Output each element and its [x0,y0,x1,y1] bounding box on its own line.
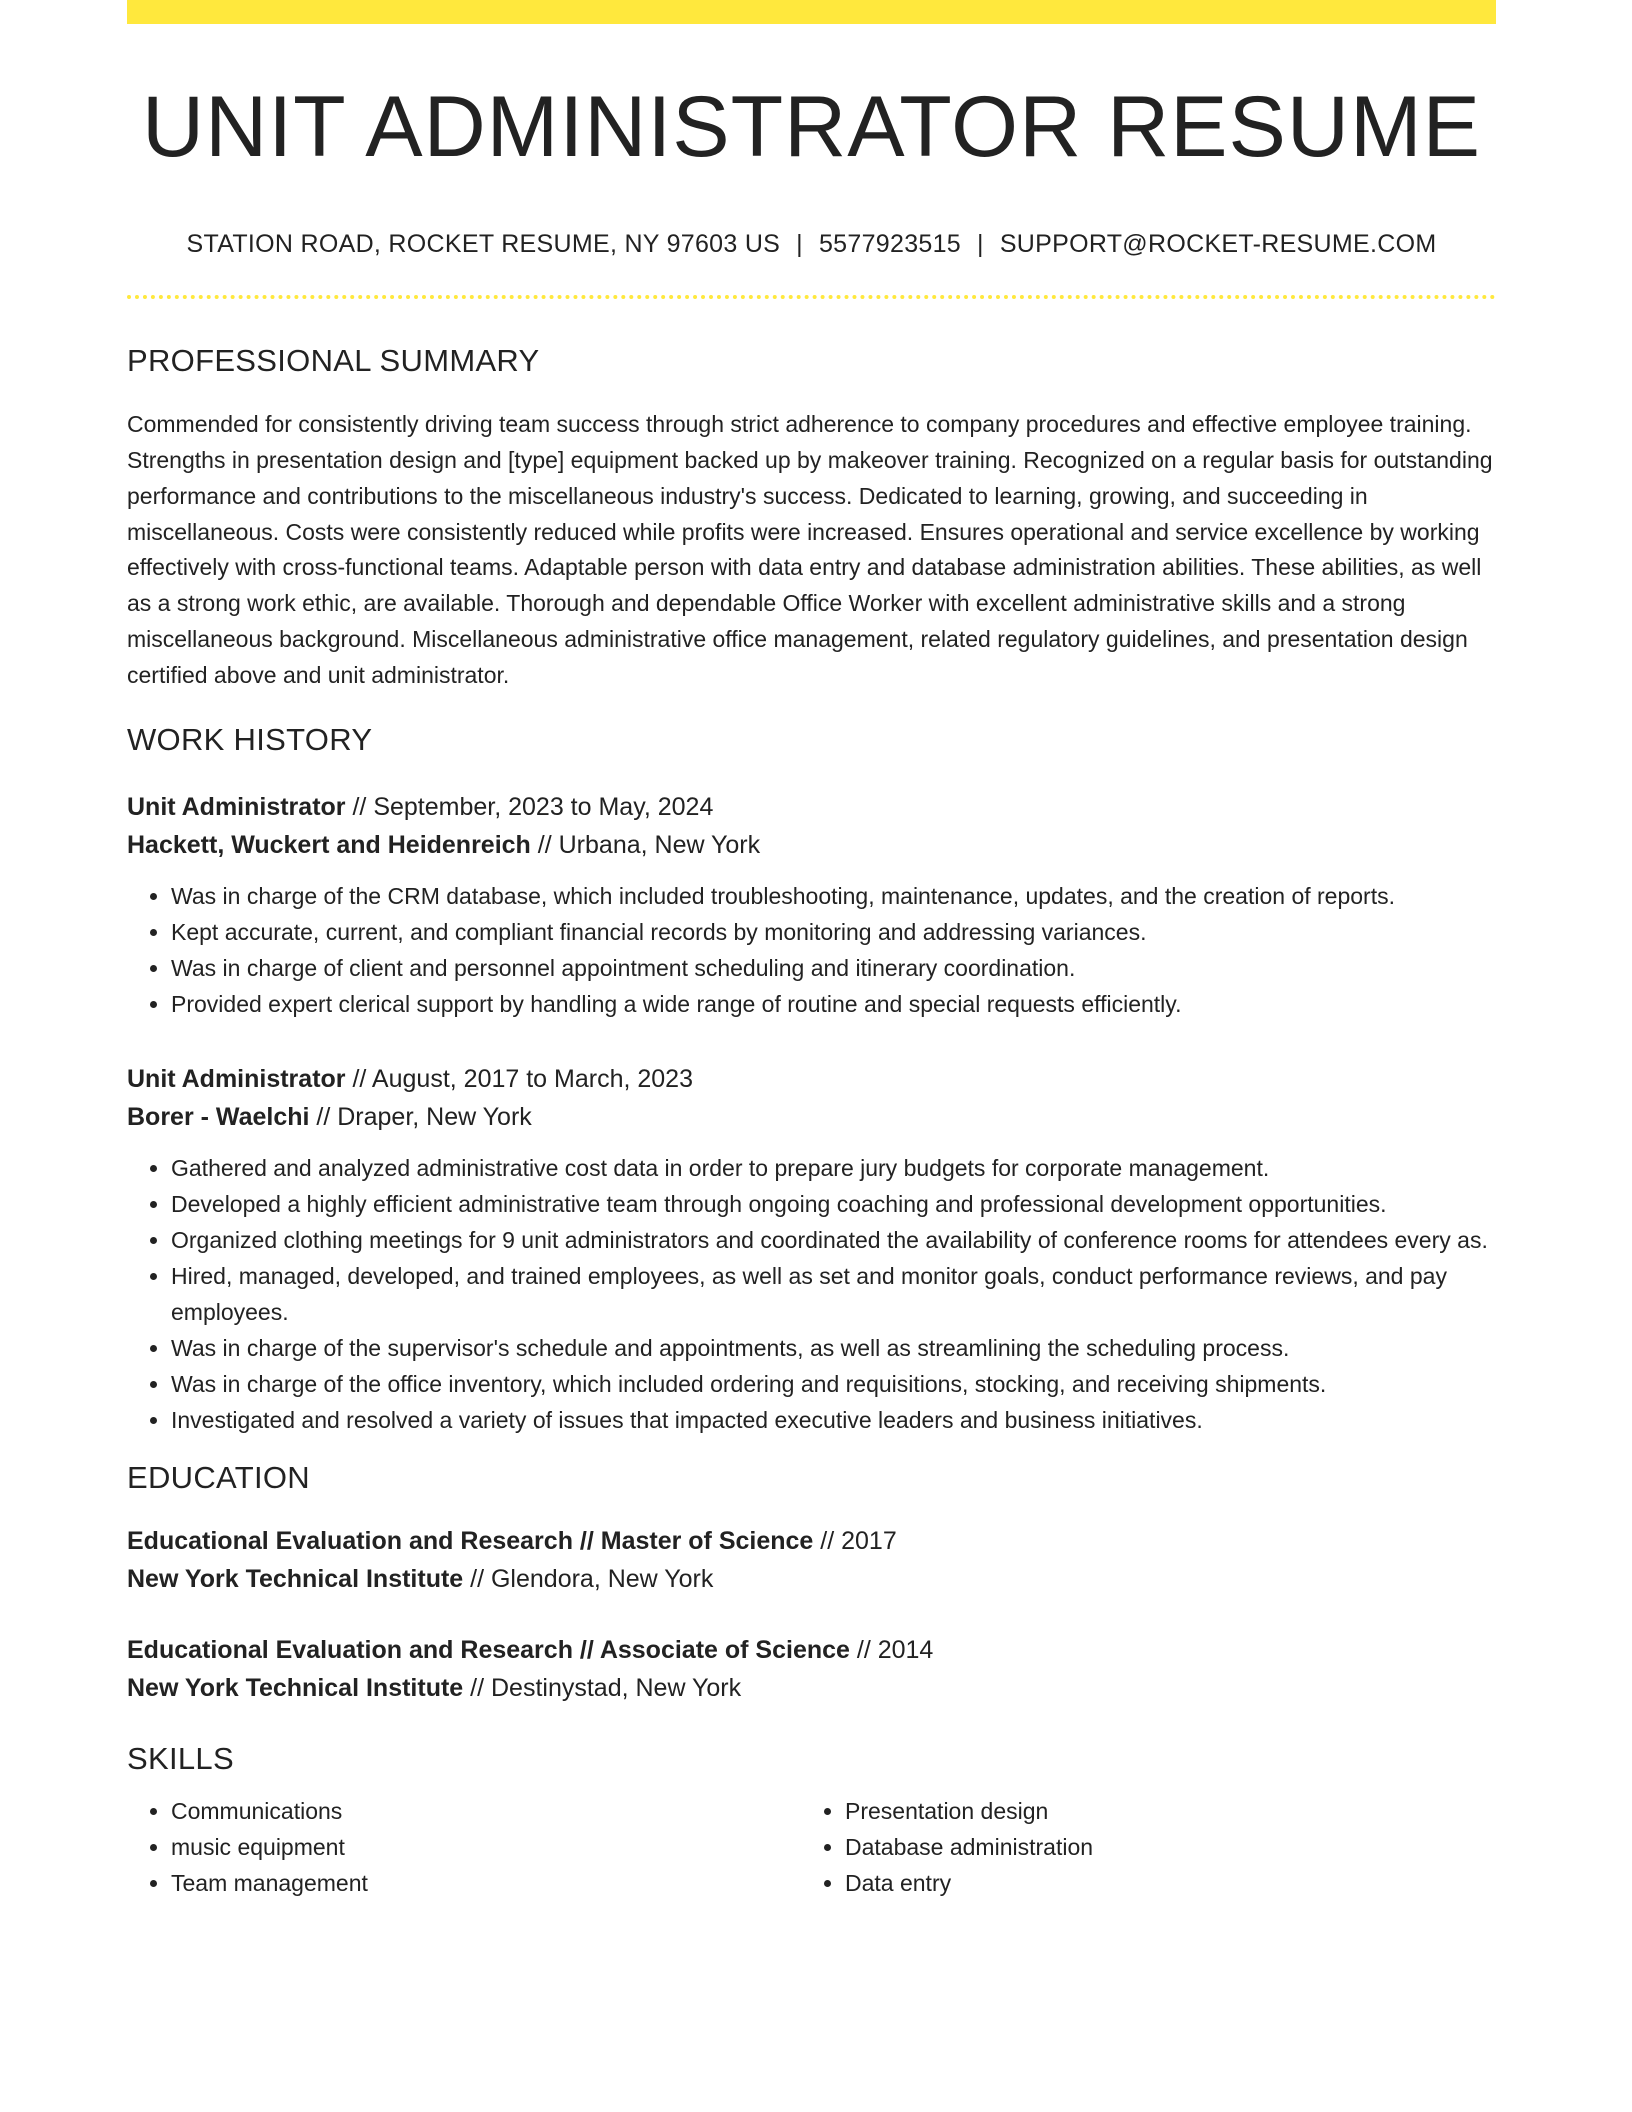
education-year: // 2017 [813,1526,897,1555]
education-school: New York Technical Institute [127,1673,464,1702]
contact-phone: 5577923515 [818,230,962,259]
list-item: • Gathered and analyzed administrative cost data in order to prepare jury budgets for corporate management. [171,1150,1496,1186]
list-item: • Communications [171,1793,801,1829]
education-year: // 2014 [849,1635,934,1664]
job-dates: // September, 2023 to May, 2024 [345,792,714,821]
job-location: // Urbana, New York [530,830,761,859]
education-entry [127,1522,1496,1598]
skills-column-left [127,1793,801,1901]
list-item: • Team management [171,1865,801,1901]
skills-list [127,1793,1496,1901]
list-item: • music equipment [171,1829,801,1865]
list-item: • Developed a highly efficient administrative team through ongoing coaching and professional development opportunities. [171,1186,1496,1222]
dotted-divider [127,295,1496,299]
list-item: • Investigated and resolved a variety of issues that impacted executive leaders and business initiatives. [171,1402,1496,1438]
list-item: • Kept accurate, current, and compliant financial records by monitoring and addressing variances. [171,914,1496,950]
job-dates: // August, 2017 to March, 2023 [345,1064,693,1093]
section-title-skills: SKILLS [127,1740,234,1776]
list-item: • Data entry [845,1865,1475,1901]
section-title-summary: PROFESSIONAL SUMMARY [127,343,540,379]
top-accent-bar [127,0,1496,24]
list-item: • Provided expert clerical support by handling a wide range of routine and special requests efficiently. [171,986,1496,1022]
list-item: • Was in charge of client and personnel appointment scheduling and itinerary coordination. [171,950,1496,986]
job-location: // Draper, New York [309,1102,532,1131]
education-location: // Glendora, New York [463,1564,714,1593]
list-item: • Was in charge of the CRM database, which included troubleshooting, maintenance, updates, and the creation of reports. [171,878,1496,914]
resume-title: UNIT ADMINISTRATOR RESUME [141,79,1482,175]
list-item: • Presentation design [845,1793,1475,1829]
contact-address: STATION ROAD, ROCKET RESUME, NY 97603 US [186,230,781,259]
job-company: Borer - Waelchi [127,1102,310,1131]
contact-line [127,230,1496,259]
contact-separator: | [796,230,803,259]
section-title-education: EDUCATION [127,1459,310,1495]
contact-email: SUPPORT@ROCKET-RESUME.COM [999,230,1437,259]
job-company: Hackett, Wuckert and Heidenreich [127,830,531,859]
list-item: • Was in charge of the office inventory, which included ordering and requisitions, stocking, and receiving shipments. [171,1366,1496,1402]
contact-separator: | [977,230,984,259]
job-role: Unit Administrator [127,792,346,821]
list-item: • Hired, managed, developed, and trained employees, as well as set and monitor goals, conduct performance reviews, and pay employees. [171,1258,1496,1330]
job-entry [127,1060,1496,1438]
education-degree: Educational Evaluation and Research // Master of Science [127,1526,814,1555]
job-bullets [127,878,1496,1022]
section-title-work-history: WORK HISTORY [127,721,373,757]
job-role: Unit Administrator [127,1064,346,1093]
job-bullets [127,1150,1496,1438]
list-item: • Was in charge of the supervisor's schedule and appointments, as well as streamlining the scheduling process. [171,1330,1496,1366]
education-entry [127,1631,1496,1707]
skills-column-right [801,1793,1475,1901]
education-location: // Destinystad, New York [463,1673,742,1702]
list-item: • Database administration [845,1829,1475,1865]
education-degree: Educational Evaluation and Research // Associate of Science [127,1635,850,1664]
summary-text: Commended for consistently driving team success through strict adherence to company procedures and effective employee training. Strengths in presentation design and [type] equipment backed up by makeover training. Recognized on a regular basis for outstanding performance and contributions to the miscellaneous industry's success. Dedicated to learning, growing, and succeeding in miscellaneous. Costs were consistently reduced while profits were increased. Ensures operational and service excellence by working effectively with cross-functional teams. Adaptable person with data entry and database administration abilities. These abilities, as well as a strong work ethic, are available. Thorough and dependable Office Worker with excellent administrative skills and a strong miscellaneous background. Miscellaneous administrative office management, related regulatory guidelines, and presentation design certified above and unit administrator. [127,411,1493,688]
resume-page [127,0,1496,1901]
education-school: New York Technical Institute [127,1564,464,1593]
job-entry [127,788,1496,1022]
list-item: • Organized clothing meetings for 9 unit administrators and coordinated the availability of conference rooms for attendees every as. [171,1222,1496,1258]
